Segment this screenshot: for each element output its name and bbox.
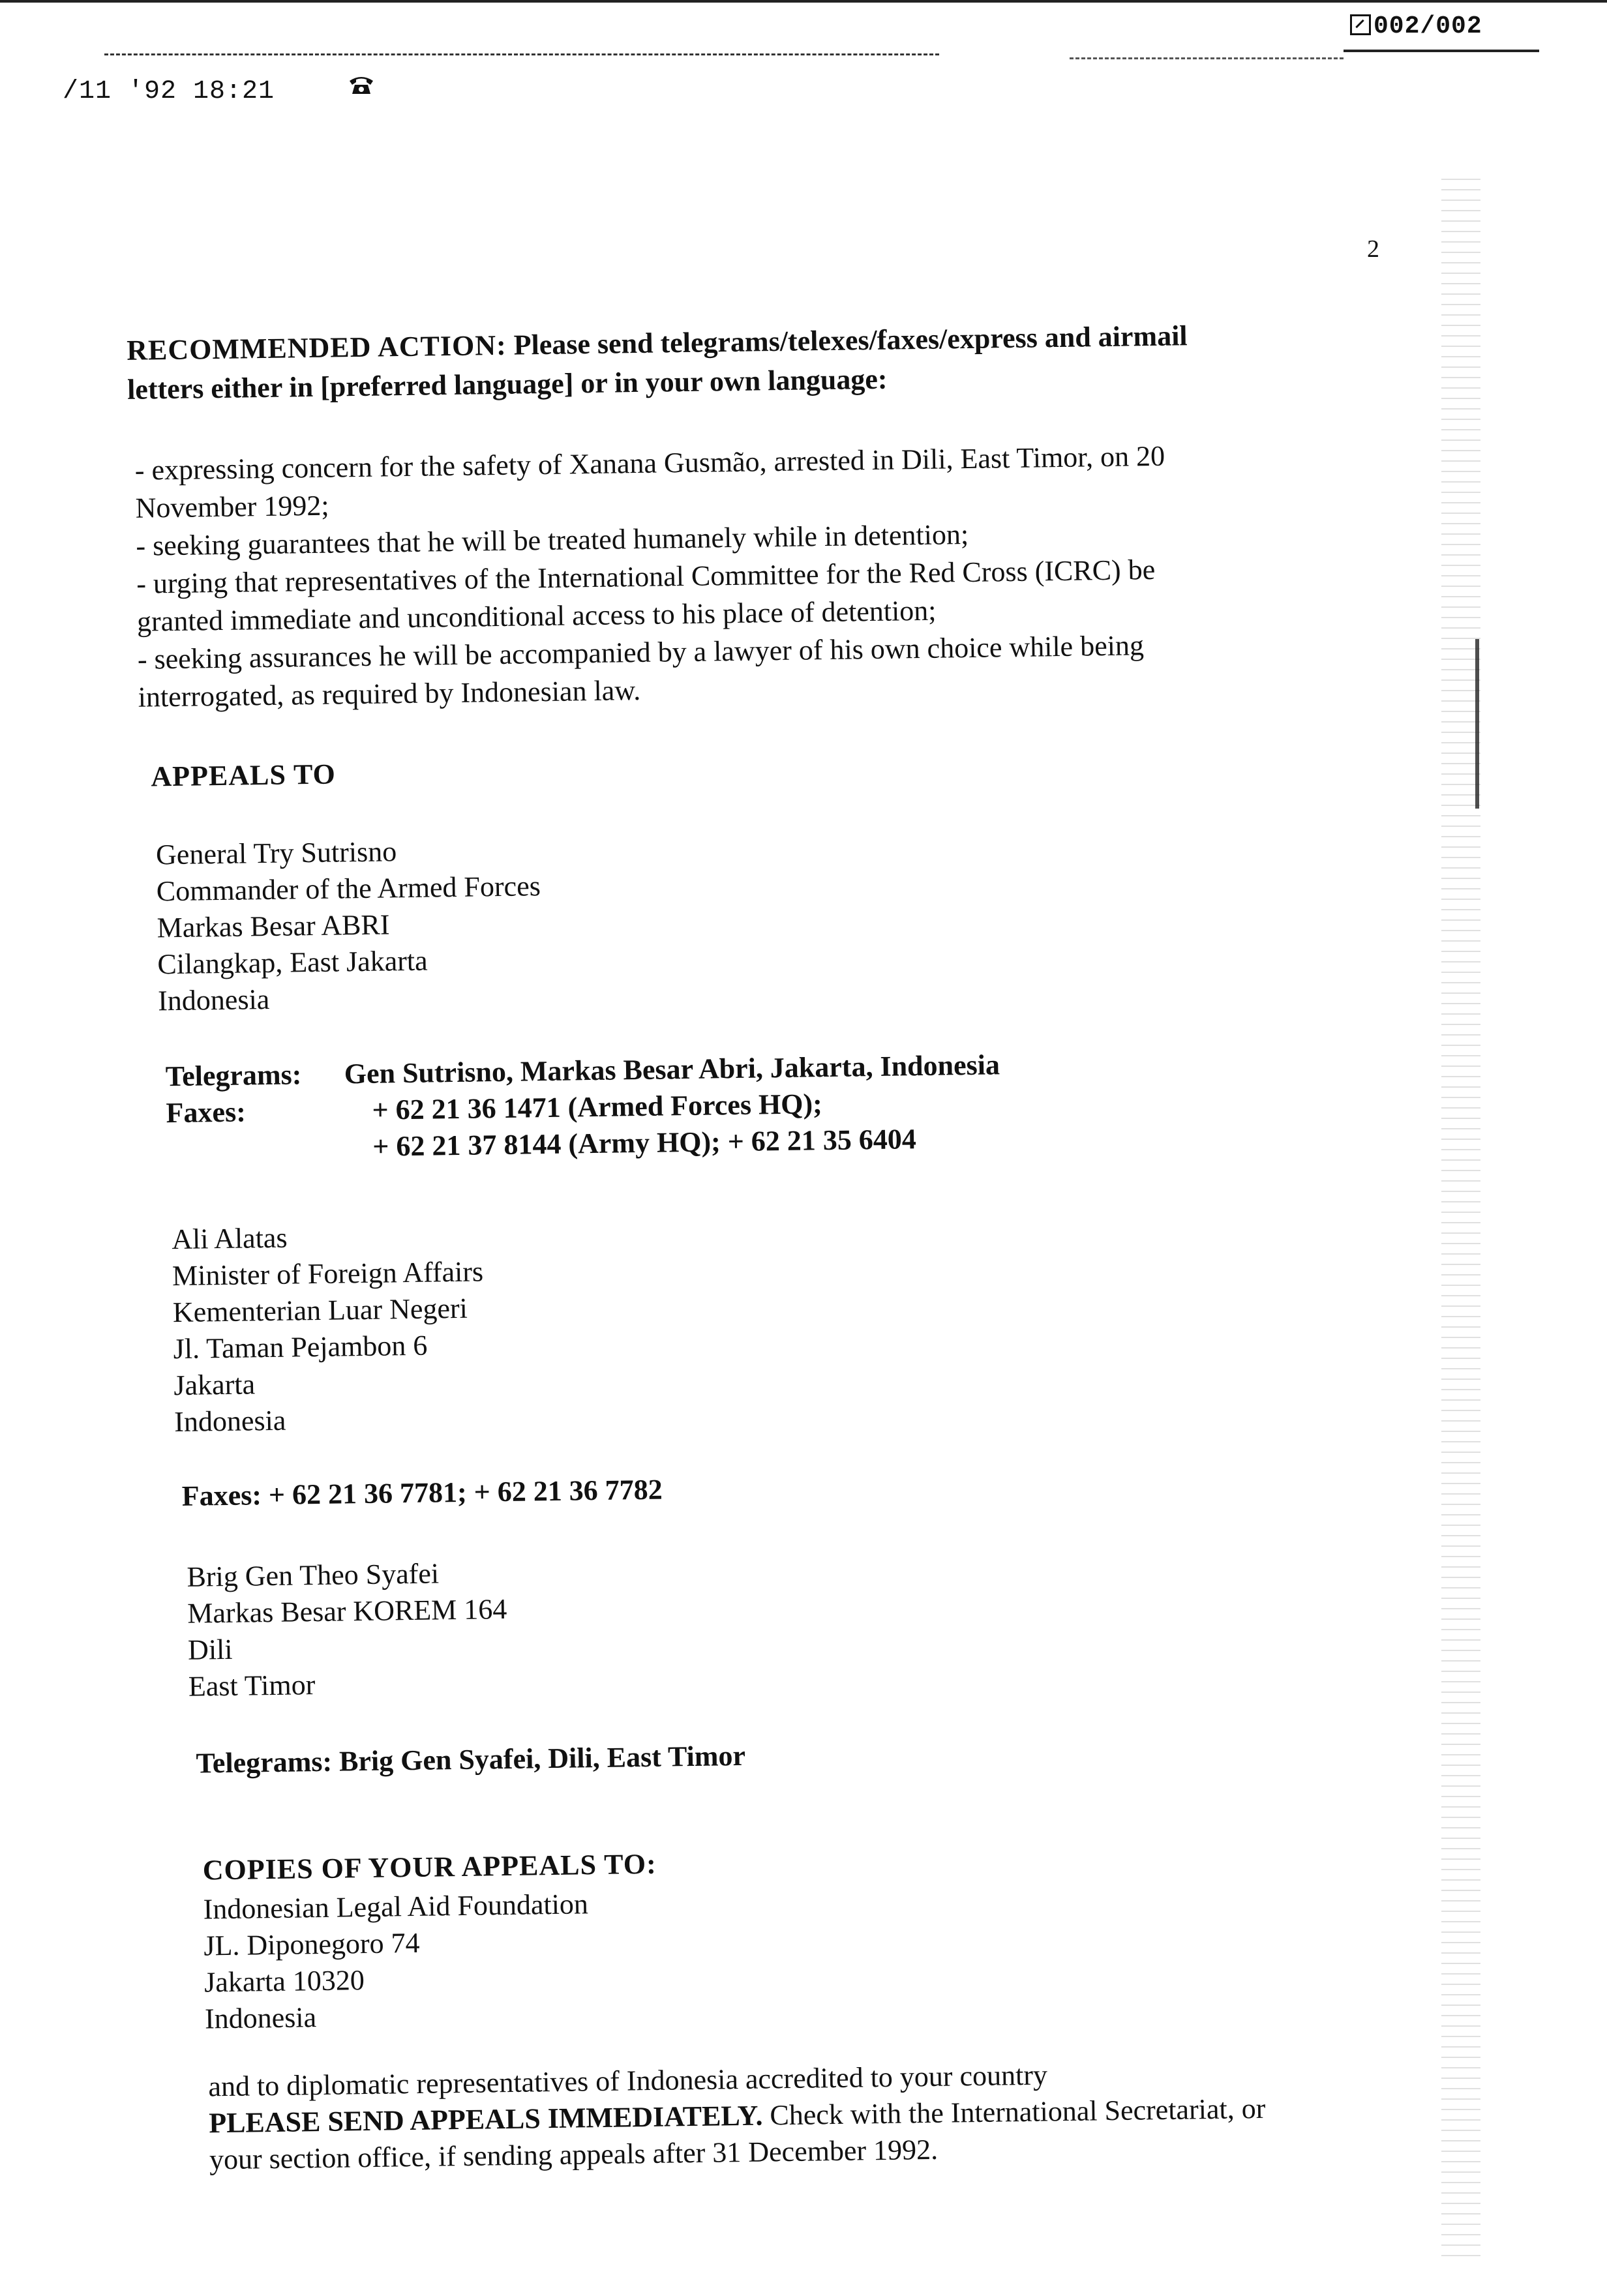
recipient1-faxes-line-1: + 62 21 36 1471 (Armed Forces HQ); [372,1088,823,1126]
copies-heading: COPIES OF YOUR APPEALS TO: [202,1847,657,1886]
point-line-2: November 1992; [135,489,329,524]
recipient1-address-line-4: Cilangkap, East Jakarta [157,944,428,981]
closing-line-3: your section office, if sending appeals after 31 December 1992. [209,2133,939,2176]
recommended-action-heading: RECOMMENDED ACTION: [126,329,507,366]
recipient1-telegrams-label: Telegrams: [165,1058,302,1093]
copies-address-line-4: Indonesia [204,2001,317,2035]
point-line-7: interrogated, as required by Indonesian law. [138,674,641,713]
closing-line-1: and to diplomatic representatives of Indonesia accredited to your country [208,2059,1048,2103]
recipient1-address-line-2: Commander of the Armed Forces [156,870,541,908]
point-line-3: - seeking guarantees that he will be treated humanely while in detention; [136,518,969,562]
point-line-1: - expressing concern for the safety of Xanana Gusmão, arrested in Dili, East Timor, on 20 [134,440,1165,486]
recipient1-address-line-1: General Try Sutrisno [155,835,397,871]
recipient2-address-line-1: Ali Alatas [171,1221,288,1256]
fax-date-time: /11 '92 18:21 [63,77,275,106]
recipient3-telegrams [196,1738,745,1782]
recipient1-faxes-label: Faxes: [166,1096,247,1129]
point-line-5: granted immediate and unconditional access to his place of detention; [136,594,937,638]
recipient1-faxes-line-2: + 62 21 37 8144 (Army HQ); + 62 21 35 6404 [372,1123,917,1163]
page-number: 2 [1367,235,1379,263]
recipient1-telegrams-value: Gen Sutrisno, Markas Besar Abri, Jakarta, Indonesia [344,1049,1000,1090]
closing-line-2-rest: Check with the International Secretariat, or [770,2092,1266,2132]
recipient3-address-line-4: East Timor [188,1669,316,1703]
recipient2-address-line-2: Minister of Foreign Affairs [172,1255,484,1292]
recommended-action-line-1 [127,318,1188,369]
copies-address-line-3: Jakarta 10320 [203,1964,365,1999]
appeals-heading: APPEALS TO [151,758,337,793]
point-line-6: - seeking assurances he will be accompanied by a lawyer of his own choice while being [137,629,1145,676]
recipient2-faxes: Faxes: + 62 21 36 7781; + 62 21 36 7782 [181,1473,663,1512]
recipient2-address-line-5: Jakarta [173,1368,256,1402]
fax-page-counter-text: 002/002 [1374,12,1482,40]
recipient3-address-line-3: Dili [187,1633,233,1666]
closing-urgent-notice: PLEASE SEND APPEALS IMMEDIATELY. [208,2099,763,2139]
point-line-4: - urging that representatives of the International Committee for the Red Cross (ICRC) be [136,553,1156,600]
recipient2-address-line-3: Kementerian Luar Negeri [172,1292,468,1329]
copies-address-line-1: Indonesian Legal Aid Foundation [203,1888,589,1926]
recipient2-address-line-4: Jl. Taman Pejambon 6 [173,1329,428,1365]
recommended-action-line-2: letters either in [preferred language] or in your own language: [127,363,888,406]
recipient2-address-line-6: Indonesia [173,1404,286,1439]
recipient1-address-line-3: Markas Besar ABRI [157,908,390,944]
recipient3-address-line-2: Markas Besar KOREM 164 [187,1592,507,1630]
recipient3-address-line-1: Brig Gen Theo Syafei [187,1557,440,1593]
recipient3-telegrams-label: Telegrams: [196,1745,333,1780]
recipient3-telegrams-value: Brig Gen Syafei, Dili, East Timor [338,1739,746,1778]
recipient1-address-line-5: Indonesia [157,983,270,1017]
copies-address-line-2: JL. Diponegoro 74 [203,1926,420,1962]
recommended-action-text: Please send telegrams/telexes/faxes/express and airmail [513,320,1188,361]
